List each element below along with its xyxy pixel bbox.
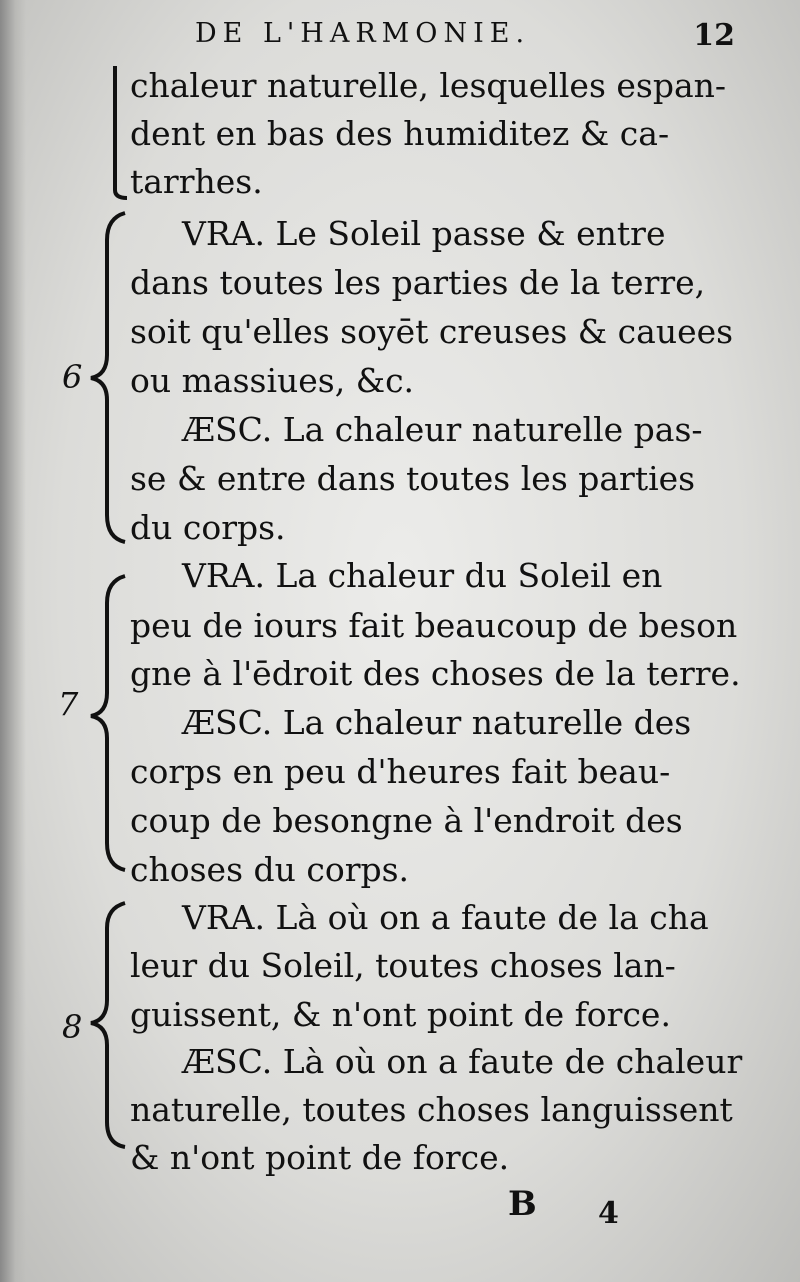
text-line: gne à l'ēdroit des choses de la terre.: [130, 654, 741, 693]
text-line: corps en peu d'heures fait beau-: [130, 752, 671, 791]
text-line: VRA. Là où on a faute de la cha: [182, 898, 709, 937]
text-line: peu de iours fait beaucoup de beson: [130, 606, 738, 645]
text-line: & n'ont point de force.: [130, 1138, 510, 1177]
margin-number-6: 6: [62, 358, 83, 396]
brace-8: [85, 900, 135, 1150]
running-head: DE L'HARMONIE.: [195, 18, 531, 49]
text-line: soit qu'elles soyēt creuses & cauees: [130, 312, 734, 351]
text-line: chaleur naturelle, lesquelles espan-: [130, 66, 727, 105]
margin-number-7: 7: [58, 685, 79, 723]
text-line: tarrhes.: [130, 162, 263, 201]
signature-mark: B: [508, 1184, 537, 1224]
text-line: choses du corps.: [130, 850, 410, 889]
text-line: VRA. Le Soleil passe & entre: [182, 214, 666, 253]
text-line: ÆSC. La chaleur naturelle des: [182, 703, 692, 742]
signature-number: 4: [598, 1196, 619, 1231]
page-header: [195, 18, 755, 58]
brace-6: [85, 210, 135, 545]
text-line: naturelle, toutes choses languissent: [130, 1090, 733, 1129]
text-line: dent en bas des humiditez & ca-: [130, 114, 670, 153]
text-line: ÆSC. La chaleur naturelle pas-: [182, 410, 703, 449]
text-line: coup de besongne à l'endroit des: [130, 801, 683, 840]
text-line: du corps.: [130, 508, 286, 547]
margin-number-8: 8: [62, 1008, 83, 1046]
text-line: se & entre dans toutes les parties: [130, 459, 696, 498]
page-number: 12: [693, 18, 735, 53]
text-line: ou massiues, &c.: [130, 361, 415, 400]
text-line: guissent, & n'ont point de force.: [130, 995, 671, 1034]
text-line: VRA. La chaleur du Soleil en: [182, 556, 663, 595]
text-line: leur du Soleil, toutes choses lan-: [130, 946, 676, 985]
brace-7: [85, 573, 135, 873]
bracket-top-fragment: [95, 62, 135, 202]
text-line: dans toutes les parties de la terre,: [130, 263, 706, 302]
text-line: ÆSC. Là où on a faute de chaleur: [182, 1042, 743, 1081]
